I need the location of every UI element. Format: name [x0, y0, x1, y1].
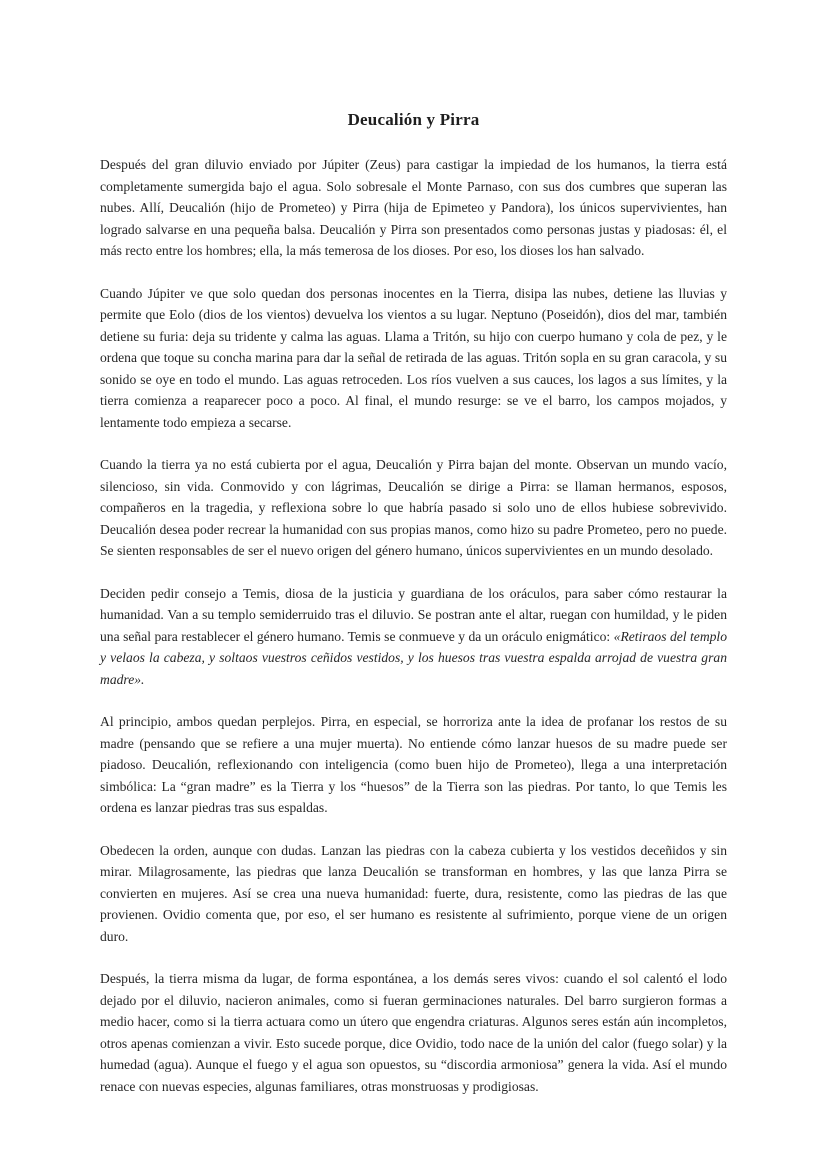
document-title: Deucalión y Pirra: [347, 110, 480, 129]
paragraph-descend-mountain: Cuando la tierra ya no está cubierta por el agua, Deucalión y Pirra bajan del monte. Observan un mundo vacío, silencioso, sin vida. Conmovido y con lágrimas, Deucalión se dirige a Pirra: se llaman hermanos, esposos, compañeros en la tragedia, y reflexiona sobre lo que habría pasado si solo uno de ellos hubiese sobrevivido. Deucalión desea poder recrear la humanidad con sus propias manos, como hizo su padre Prometeo, pero no puede. Se sienten responsables de ser el nuevo origen del género humano, únicos supervivientes en un mundo desolado.: [100, 457, 727, 558]
oracle-quote: «Retiraos del templo y velaos la cabeza, y soltaos vuestros ceñidos vestidos, y los huesos tras vuestra espalda arrojad de vuestra gran madre».: [100, 628, 728, 687]
paragraph-interpretation: Al principio, ambos quedan perplejos. Pirra, en especial, se horroriza ante la idea de profanar los restos de su madre (pensando que se refiere a una mujer muerta). No entiende cómo lanzar huesos de su madre puede ser piadoso. Deucalión, reflexionando con inteligencia (como buen hijo de Prometeo), llega a una interpretación simbólica: La “gran madre” es la Tierra y los “huesos” de la Tierra son las piedras. Por tanto, lo que Temis les ordena es lanzar piedras tras sus espaldas.: [100, 714, 727, 815]
paragraph-oracle-temis: [100, 583, 727, 691]
paragraph-stones-to-humans: Obedecen la orden, aunque con dudas. Lanzan las piedras con la cabeza cubierta y los vestidos deceñidos y sin mirar. Milagrosamente, las piedras que lanza Deucalión se transforman en hombres, y las que lanza Pirra se convierten en mujeres. Así se crea una nueva humanidad: fuerte, dura, resistente, como las piedras de las que provienen. Ovidio comenta que, por eso, el ser humano es resistente al sufrimiento, porque viene de un origen duro.: [100, 842, 727, 944]
paragraph-text: Deciden pedir consejo a Temis, diosa de la justicia y guardiana de los oráculos, para saber cómo restaurar la humanidad. Van a su templo semiderruido tras el diluvio. Se postran ante el altar, ruegan con humildad, y le piden una señal para restablecer el género humano. Temis se conmueve y da un oráculo enigmático:: [100, 585, 727, 644]
paragraph-spontaneous-life: Después, la tierra misma da lugar, de forma espontánea, a los demás seres vivos: cuando el sol calentó el lodo dejado por el diluvio, nacieron animales, como si fueran germinaciones naturales. Del barro surgieron formas a medio hacer, como si la tierra actuara como un útero que engendra criaturas. Algunos seres están aún incompletos, otros apenas comienzan a vivir. Esto sucede porque, dice Ovidio, todo nace de la unión del calor (fuego solar) y la humedad (agua). Aunque el fuego y el agua son opuestos, su “discordia armoniosa” genera la vida. Así el mundo renace con nuevas especies, algunas familiares, otras monstruosas y prodigiosas.: [100, 971, 727, 1094]
paragraph-intro-flood: Después del gran diluvio enviado por Júpiter (Zeus) para castigar la impiedad de los humanos, la tierra está completamente sumergida bajo el agua. Solo sobresale el Monte Parnaso, con sus dos cumbres que superan las nubes. Allí, Deucalión (hijo de Prometeo) y Pirra (hija de Epimeteo y Pandora), los únicos supervivientes, han logrado salvarse en una pequeña balsa. Deucalión y Pirra son presentados como personas justas y piadosas: él, el más recto entre los hombres; ella, la más temerosa de los dioses. Por eso, los dioses los han salvado.: [100, 157, 727, 258]
paragraph-waters-recede: Cuando Júpiter ve que solo quedan dos personas inocentes en la Tierra, disipa las nubes, detiene las lluvias y permite que Eolo (dios de los vientos) devuelva los vientos a su lugar. Neptuno (Poseidón), dios del mar, también detiene su furia: deja su tridente y calma las aguas. Llama a Tritón, su hijo con cuerpo humano y cola de pez, y le ordena que toque su concha marina para dar la señal de retirada de las aguas. Tritón sopla en su gran caracola, y su sonido se oye en todo el mundo. Las aguas retroceden. Los ríos vuelven a sus cauces, los lagos a sus límites, y la tierra comienza a reaparecer poco a poco. Al final, el mundo resurge: se ve el barro, los campos mojados, y lentamente todo empieza a secarse.: [100, 285, 727, 430]
